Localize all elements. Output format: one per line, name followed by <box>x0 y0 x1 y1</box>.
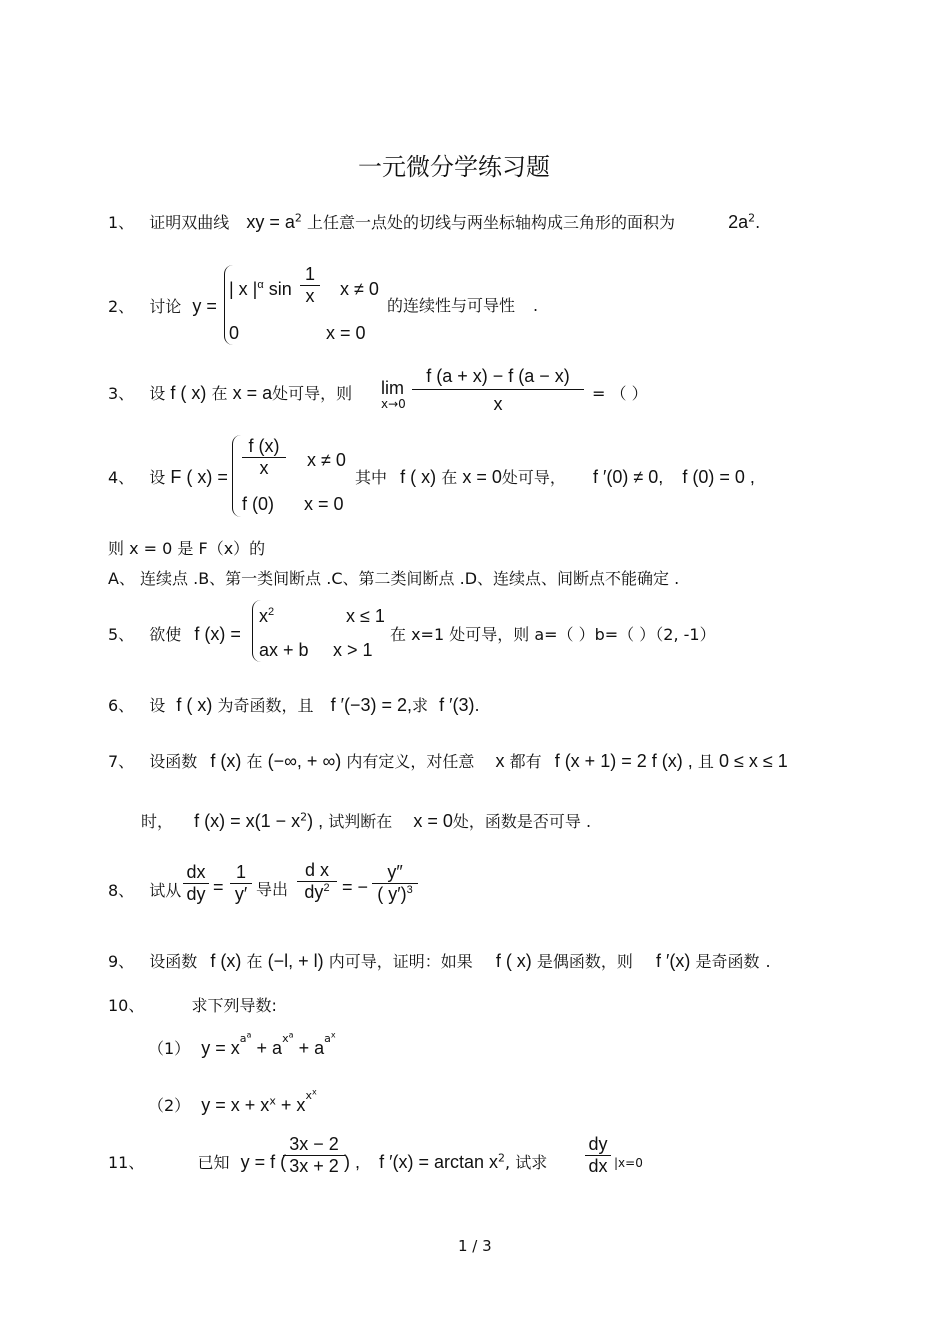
question-4-line2: 则 x = 0 是 F（x）的 <box>108 539 266 558</box>
piecewise-brace <box>232 435 241 517</box>
fraction-y2prime-over-yprime3: y″ ( y′)$^3$ <box>372 862 418 905</box>
fraction-3x-2-over-3x+2: 3x − 2 3x + 2 <box>283 1134 345 1177</box>
case-2: 0 <box>229 323 240 343</box>
question-number: 11、 <box>108 1153 145 1172</box>
question-2-tail: 的连续性与可导性 . <box>387 296 539 315</box>
limit-subscript: x→0 <box>381 397 406 411</box>
fraction-1-over-x: 1 x <box>300 264 320 307</box>
fraction-dy-dx: dy dx <box>585 1134 611 1177</box>
question-11: 11、 已知 y = f ( <box>108 1152 287 1172</box>
question-8-mid: 导出 <box>256 880 289 899</box>
page-number: 1 / 3 <box>458 1237 492 1255</box>
question-8: 8、 试从 <box>108 881 182 900</box>
question-10: 10、 求下列导数: <box>108 996 277 1015</box>
negative-equals: = − <box>342 877 369 897</box>
evaluate-at: |x=0 <box>614 1156 643 1170</box>
fraction-dx-dy: dx dy <box>183 862 209 905</box>
condition-2: x = 0 <box>304 494 344 514</box>
condition-2: x = 0 <box>326 323 366 343</box>
question-7-line2: 时， f $(x) = x(1 - x^2)$ , 试判断在 x = 0处，函数是否可导 . <box>141 810 592 831</box>
condition-1: x ≤ 1 <box>346 606 385 626</box>
question-4: 4、 设 F ( x) = <box>108 467 228 487</box>
condition-1: x ≠ 0 <box>307 450 346 470</box>
question-number: 10、 <box>108 996 145 1015</box>
fraction-d2x-dy2: d x $dy^2$ <box>297 860 337 903</box>
question-5-tail: 在 x=1 处可导，则 a=（ ）b=（ ）（2, -1） <box>390 625 716 644</box>
question-1: 1、 证明双曲线 xy = $a^2$ 上任意一点处的切线与两坐标轴构成三角形的面积为 $2a^2$. <box>108 211 761 232</box>
page-title: 一元微分学练习题 <box>358 153 550 181</box>
question-number: 2、 <box>108 297 135 316</box>
question-5: 5、 欲使 f (x) = <box>108 624 241 644</box>
case-1: | x $|^\alpha$ sin <box>229 279 292 299</box>
condition-1: x ≠ 0 <box>340 279 379 299</box>
case-1: $x^2$ <box>259 606 275 626</box>
question-number: 7、 <box>108 752 135 771</box>
fraction-fx-over-x: f (x) x <box>242 436 286 479</box>
question-2: 2、 讨论 y = <box>108 296 217 316</box>
limit: lim <box>381 378 404 398</box>
question-6: 6、 设 f ( x) 为奇函数，且 f ′(−3) = 2,求 f ′(3). <box>108 695 480 715</box>
question-9: 9、 设函数 f (x) 在 (−l, + l) 内可导，证明：如果 f ( x) 是偶函数，则 f ′(x) 是奇函数 . <box>108 951 771 971</box>
question-number: 6、 <box>108 696 135 715</box>
question-11-mid: ) , f $'(x) = \arctan x^2$, 试求 <box>344 1151 548 1172</box>
question-number: 8、 <box>108 881 135 900</box>
case-2: f (0) <box>242 494 275 514</box>
question-number: 9、 <box>108 952 135 971</box>
question-4-tail: 其中 f ( x) 在 x = 0处可导， f ′(0) ≠ 0, f (0) = 0 , <box>355 467 755 487</box>
question-number: 3、 <box>108 384 135 403</box>
question-number: 5、 <box>108 625 135 644</box>
fraction-1-over-yprime: 1 y′ <box>230 862 252 905</box>
question-number: 1、 <box>108 213 135 232</box>
question-10-part-2: （2） $y = x + x^x + x^{x^x}$ <box>148 1087 317 1115</box>
question-10-part-1: （1） $y = x^{a^a} + a^{x^a} + a^{a^x}$ <box>148 1030 336 1058</box>
equals-sign: = <box>213 877 224 897</box>
question-number: 4、 <box>108 468 135 487</box>
answer-blank: = （ ） <box>592 384 648 403</box>
question-3: 3、 设 f ( x) 在 x = a处可导，则 <box>108 383 353 403</box>
case-2: ax + b <box>259 640 309 660</box>
question-7: 7、 设函数 f (x) 在 (−∞, + ∞) 内有定义，对任意 x 都有 f (x + 1) = 2 f (x) , 且 0 ≤ x ≤ 1 <box>108 751 788 771</box>
fraction-limit: f (a + x) − f (a − x) x <box>412 366 584 415</box>
condition-2: x > 1 <box>333 640 373 660</box>
question-4-options: A、 连续点 .B、第一类间断点 .C、第二类间断点 .D、连续点、间断点不能确定 . <box>108 569 680 588</box>
